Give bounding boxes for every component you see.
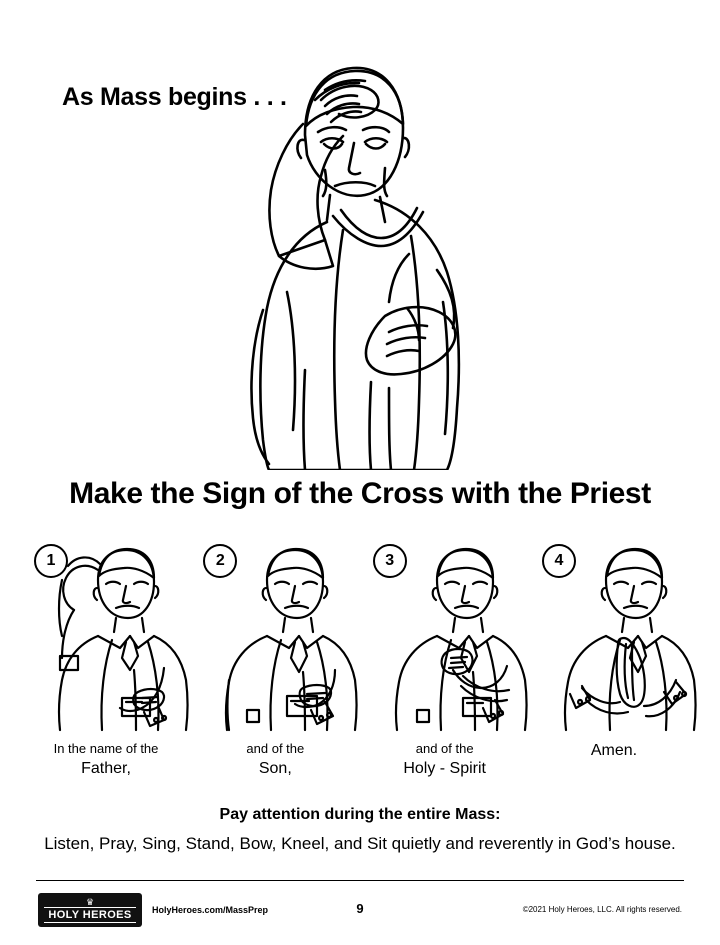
step-caption xyxy=(22,740,190,779)
steps-row xyxy=(22,540,698,790)
footer-divider xyxy=(36,880,684,881)
attention-body: Listen, Pray, Sing, Stand, Bow, Kneel, and Sit quietly and reverently in God’s house. xyxy=(44,834,676,853)
logo-text: HOLY HEROES xyxy=(44,907,135,923)
step-caption-small: and of the xyxy=(415,741,474,756)
attention-heading: Pay attention during the entire Mass: xyxy=(219,806,501,823)
page-heading: As Mass begins . . . xyxy=(62,83,287,111)
step-caption xyxy=(361,740,529,779)
step-caption-big: Holy - Spirit xyxy=(403,759,486,777)
footer-website: HolyHeroes.com/MassPrep xyxy=(152,905,269,915)
step-caption xyxy=(191,740,359,779)
priest-line-art xyxy=(175,40,525,470)
step-3 xyxy=(361,540,529,790)
crown-icon: ♛ xyxy=(85,896,95,907)
step-caption xyxy=(530,740,698,762)
step-caption-big: Father, xyxy=(81,759,131,777)
priest-illustration xyxy=(175,40,525,470)
page-number: 9 xyxy=(356,901,364,916)
step-caption-big: Amen. xyxy=(590,742,638,759)
footer-copyright: ©2021 Holy Heroes, LLC. All rights reserved. xyxy=(522,905,682,914)
step-caption-small: and of the xyxy=(246,741,305,756)
step-caption-small: In the name of the xyxy=(53,741,159,756)
step-2 xyxy=(191,540,359,790)
step-caption-big: Son, xyxy=(258,759,292,777)
step-number-badge: 4 xyxy=(542,544,576,578)
step-1 xyxy=(22,540,190,790)
step-4 xyxy=(530,540,698,790)
step-number-badge: 3 xyxy=(373,544,407,578)
step-number-badge: 1 xyxy=(34,544,68,578)
section-title: Make the Sign of the Cross with the Priest xyxy=(69,477,651,510)
step-number-badge: 2 xyxy=(203,544,237,578)
